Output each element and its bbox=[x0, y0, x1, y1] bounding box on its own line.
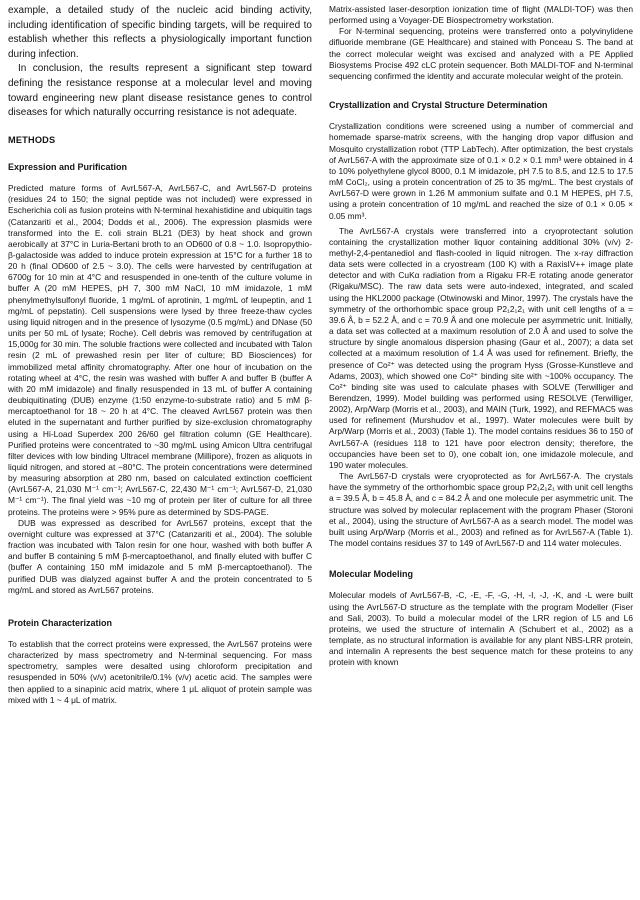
methods-heading: METHODS bbox=[8, 134, 56, 145]
characterization-continued-2: For N-terminal sequencing, proteins were transferred onto a polyvinylidene difluoride membrane (GE Healthcare) and stained with Ponceau S. The band at the correct molecular weight was excised and analyzed with a PE Applied Biosystems Procise 492 cLC protein sequencer. Both MALDI-TOF and N-terminal sequencing confirmed the identity and accurate molecular weight of the protein. bbox=[329, 26, 633, 81]
intro-paragraph-1: example, a detailed study of the nucleic acid binding activity, including identification of specific binding targets, will be required to establish whether this reflects a physiologically important function during infection. bbox=[8, 5, 312, 60]
right-column bbox=[329, 4, 633, 668]
characterization-paragraph-1: To establish that the correct proteins were expressed, the AvrL567 proteins were characterized by mass spectrometry and N-terminal sequencing. For mass spectrometry, samples were desalted using chloroform precipitation and resuspended in 50% (v/v) acetonitrile/0.1% (v/v) acetic acid. The samples were then applied to a sinapinic acid matrix, where 1 μL aliquot of protein sample was mixed with 1 ~ 4 μL of matrix. bbox=[8, 639, 312, 705]
expression-paragraph-2: DUB was expressed as described for AvrL567 proteins, except that the overnight culture was expressed at 37°C (Catanzariti et al., 2004). The soluble fraction was incubated with Talon resin for one hour, washed with both buffer A and buffer B containing 5 mM β-mercaptoethanol, and finally eluted with buffer C (buffer A containing 150 mM imidazole and 5 mM β-mercaptoethanol). The purified DUB was dialyzed against buffer A and the protein concentrated to 5 mg/mL and stored as AvrL567 proteins. bbox=[8, 517, 312, 595]
modeling-paragraph-1: Molecular models of AvrL567-B, -C, -E, -F, -G, -H, -I, -J, -K, and -L were built using the AvrL567-D structure as the template with the program Modeller (Fiser and Sali, 2003). To build a molecular model of the LRR region of L5 and L6 proteins, we used the structure of internalin A (Schubert et al., 2002) as a template, as no structural information is available for any plant NBS-LRR protein, and internalin A represents the best sequence match for these proteins to any protein with known bbox=[329, 590, 633, 668]
expression-heading: Expression and Purification bbox=[8, 161, 128, 172]
crystallization-paragraph-3: The AvrL567-D crystals were cryoprotected as for AvrL567-A. The crystals have the symmetry of the orthorhombic space group P2₁2₁2₁ with unit cell lengths a = 39.5 Å, b = 45.8 Å, and c = 84.2 Å and one molecule per asymmetric unit. The structure was solved by molecular replacement with the program Phaser (Storoni et al., 2004), using the structure of AvrL567-A as a search model. The model was built using Arp/Warp (Morris et al., 2003) and refined as for AvrL567-A (Table 1). The model contains residues 37 to 149 of AvrL567-D and 114 water molecules. bbox=[329, 471, 633, 549]
left-column bbox=[8, 4, 312, 706]
crystallization-paragraph-1: Crystallization conditions were screened using a number of commercial and homemade sparse-matrix screens, with the hanging drop vapor diffusion and Mosquito crystallization robot (TTP LabTech). After optimization, the best crystals of AvrL567-A with the approximate size of 0.1 × 0.2 × 0.1 mm³ were obtained in 4 to 10% polyethylene glycol 8000, 0.1 M imidazole, pH 7.5 to 8.5, and 12.5 to 17.5 mM CoCl₂, using a protein concentration of 25 to 35 mg/mL. The best crystals of AvrL567-D were grown in 1.26 M ammonium sulfate and 0.1 M HEPES, pH 7.5, using a protein concentration of 10 mg/mL and reached the size of 0.1 × 0.05 × 0.05 mm³. bbox=[329, 121, 633, 221]
crystallization-heading: Crystallization and Crystal Structure Determination bbox=[329, 100, 548, 111]
characterization-heading: Protein Characterization bbox=[8, 617, 113, 628]
crystallization-paragraph-2: The AvrL567-A crystals were transferred into a cryoprotectant solution containing the crystallization mother liquor containing additional 30% (v/v) 2-methyl-2,4-pentanediol and flash-cooled in liquid nitrogen. The x-ray diffraction data sets were collected in a cryostream (100 K) with a RaxisIV++ image plate detector and with CuKα radiation from a Rigaku FR-E rotating anode generator (Rigaku/MSC). The raw data sets were auto-indexed, integrated, and scaled using the HKL2000 package (Otwinowski and Minor, 1997). The crystals have the symmetry of the orthorhombic space group P2₁2₁2₁ with unit cell lengths of a = 39.6 Å, b = 52.2 Å, and c = 70.9 Å and one molecule per asymmetric unit. Initially, a data set was collected at a maximum resolution of 2.0 Å and used to solve the structure by single anomalous dispersion phasing (Gaur et al., 2007); a data set collected at a maximum resolution of 1.4 Å was used for refinement. Briefly, the presence of Co²⁺ was detected using the program Hyss (Grosse-Kunstleve and Adams, 2003), which showed one Co²⁺ binding site with ~100% occupancy. The Co²⁺ binding site was used to calculate phases with SOLVE (Terwilliger and Berendzen, 1999). Model building was performed using RESOLVE (Terwilliger, 2002), Arp/Warp (Morris et al., 2003), and MAIN (Turk, 1992), and REFMAC5 was used for refinement (Murshudov et al., 1997). Water molecules were built by Arp/Warp (Morris et al., 2003) (Table 1). The model contains residues 36 to 150 of AvrL567-A (residues 118 to 121 have poor electron density; therefore, the occupancies have been set to 0), one cobalt ion, one imidazole molecule, and 190 water molecules. bbox=[329, 225, 633, 470]
characterization-continued-1: Matrix-assisted laser-desorption ionization time of flight (MALDI-TOF) was then performed using a Voyager-DE Biospectrometry workstation. bbox=[329, 4, 633, 26]
intro-paragraph-2: In conclusion, the results represent a significant step toward defining the resistance response at a molecular level and moving toward engineering new plant disease resistance genes to control diseases for which naturally occurring resistance is not adequate. bbox=[8, 63, 312, 119]
expression-paragraph-1: Predicted mature forms of AvrL567-A, AvrL567-C, and AvrL567-D proteins (residues 24 to 150; the signal peptide was not included) were expressed in Escherichia coli as fusion proteins with N-terminal hexahistidine and ubiquitin tags (Catanzariti et al., 2004; Dodds et al., 2006). The expression plasmids were transformed into the E. coli strain BL21 (DE3) by heat shock and grown aerobically at 37°C in Luria-Bertani broth to an OD600 of 0.8 ~ 1.0. Isopropythio-β-galactoside was added to induce protein expression at 15°C for a further 18 to 20 h (final OD600 of 2.5 ~ 3.0). The cells were harvested by centrifugation at 6700g for 10 min at 4°C and resuspended in one-tenth of the culture volume in buffer A (20 mM HEPES, pH 7, 300 mM NaCl, 10 mM imidazole, 1 mM phenylmethylsulfonyl fluoride, 1 mg/mL of aprotinin, 1 mg/mL of leupeptin, and 1 mg/mL of pepstatin). Cell suspensions were lysed by three freeze-thaw cycles using liquid nitrogen and in the presence of lysozyme (0.5 mg/mL) and DNase (50 units per 50 mL of lysate; Roche). Cell debris was removed by centrifugation at 15,000g for 30 min. The soluble fractions were collected and incubated with Talon resin (2 mL of prewashed resin per liter of culture; BD Biosciences) for immobilized metal affinity chromatography. After one hour of incubation on the rotating wheel at 4°C, the resin was washed with buffer A and buffer B (buffer A with 20 mM imidazole) and finally resuspended in 13 mL of buffer A containing deubiquitinating (DUB) enzyme (1:50 enzyme-to-substrate ratio) and 5 mM β-mercaptoethanol for 18 ~ 20 h at 4°C. The cleaved AvrL567 protein was then eluted in the supernatant and further purified by size-exclusion chromatography using a Hi-Load Superdex 200 26/60 gel filtration column (GE Healthcare). Purified proteins were concentrated to ~30 mg/mL using Amicon Ultra centrifugal filter devices with low binding Ultracel membrane (Millipore), frozen as aliquots in liquid nitrogen, and stored at −80°C. The protein concentrations were determined by measuring absorption at 280 nm, based on calculated extinction coefficient (AvrL567-A, 21,030 M⁻¹ cm⁻¹; AvrL567-C, 22,430 M⁻¹ cm⁻¹; AvrL567-D, 21,030 M⁻¹ cm⁻¹). The final yield was ~10 mg of protein per liter of culture for all three proteins. The proteins were > 95% pure as determined by SDS-PAGE. bbox=[8, 183, 312, 517]
modeling-heading: Molecular Modeling bbox=[329, 569, 414, 580]
